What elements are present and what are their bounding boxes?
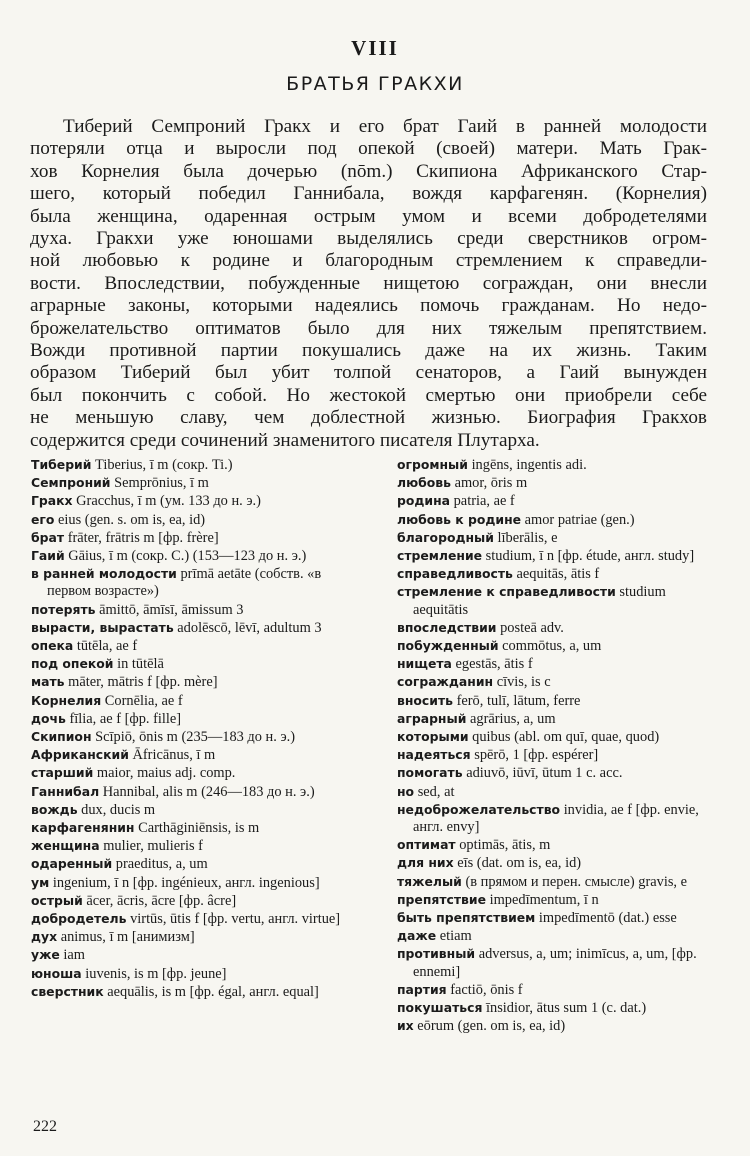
- vocab-definition: animus, ī m [анимизм]: [60, 929, 195, 946]
- vocab-term: уже: [31, 947, 60, 963]
- passage-line: брожелательство оптиматов было для них тяжелым препятствием.: [30, 317, 707, 339]
- vocab-term: Тиберий: [31, 457, 92, 472]
- vocab-definition: quibus (abl. om quī, quae, quod): [472, 729, 660, 746]
- vocab-entry: [397, 583, 713, 618]
- vocab-term: препятствие: [397, 891, 486, 907]
- vocab-term: недоброжелательство: [397, 801, 561, 817]
- vocab-term: острый: [31, 892, 83, 908]
- vocabulary-right-column: [397, 456, 713, 1036]
- vocab-entry: [397, 801, 713, 836]
- vocab-term: под опекой: [31, 656, 114, 672]
- vocab-entry: [397, 746, 713, 764]
- vocab-entry: [397, 891, 713, 909]
- vocab-term: добродетель: [31, 911, 127, 927]
- vocab-definition: ācer, ācris, ācre [фр. âcre]: [86, 892, 237, 909]
- vocab-term: аграрный: [397, 710, 467, 726]
- vocab-term: побужденный: [397, 638, 499, 654]
- vocab-term: мать: [31, 674, 65, 690]
- vocab-term: дух: [31, 929, 58, 945]
- vocab-entry: [31, 746, 357, 764]
- vocab-entry: [397, 710, 713, 728]
- vocab-term: потерять: [31, 601, 96, 617]
- vocab-entry: [31, 456, 357, 474]
- vocab-definition: praeditus, a, um: [115, 856, 208, 873]
- vocab-entry: [397, 456, 713, 474]
- vocab-term: опека: [31, 638, 74, 654]
- vocab-term: Семпроний: [31, 475, 111, 491]
- vocab-definition: ferō, tulī, lātum, ferre: [456, 692, 581, 709]
- vocab-definition: eīs (dat. om is, ea, id): [457, 855, 582, 872]
- vocab-definition: Cornēlia, ae f: [104, 692, 183, 709]
- vocab-definition: aequālis, is m [фр. égal, англ. equal]: [107, 983, 319, 1000]
- vocab-definition: ingenium, ī n [фр. ingénieux, англ. ingenious]: [52, 874, 320, 891]
- vocab-term: стремление: [397, 548, 483, 564]
- vocab-definition: līberālis, e: [497, 529, 558, 546]
- vocab-definition: mulier, mulieris f: [103, 838, 203, 855]
- vocab-term: Африканский: [31, 747, 129, 763]
- vocab-definition: amor patriae (gen.): [524, 511, 635, 528]
- vocab-entry: [397, 909, 713, 927]
- vocab-definition: studium aequitātis: [413, 584, 666, 618]
- vocab-entry: [397, 619, 713, 637]
- vocab-definition: Semprōnius, ī m: [114, 475, 209, 492]
- vocab-definition: virtūs, ūtis f [фр. vertu, англ. virtue]: [130, 911, 341, 928]
- passage-line: была женщина, одаренная острым умом и всеми добродетелями: [30, 205, 707, 227]
- vocab-term: тяжелый: [397, 873, 462, 889]
- vocab-entry: [31, 619, 357, 637]
- passage-line: шего, который победил Ганнибала, вождя карфагенян. (Корнелия): [30, 183, 707, 205]
- vocab-term: вносить: [397, 692, 453, 708]
- vocab-entry: [31, 965, 357, 983]
- vocab-definition: posteā adv.: [500, 619, 564, 636]
- vocab-entry: [397, 637, 713, 655]
- passage-line: хов Корнелия была дочерью (nōm.) Скипиона Африканского Стар-: [30, 160, 707, 182]
- vocab-term: в ранней молодости: [31, 566, 177, 582]
- vocab-term: нищета: [397, 656, 452, 672]
- vocab-term: старший: [31, 765, 94, 781]
- vocab-entry: [31, 855, 357, 873]
- vocab-definition: iuvenis, is m [фр. jeune]: [85, 965, 227, 982]
- vocab-definition: impedīmentō (dat.) esse: [538, 910, 677, 927]
- vocab-entry: [31, 710, 357, 728]
- vocab-definition: īnsidior, ātus sum 1 (c. dat.): [486, 1000, 647, 1017]
- vocab-entry: [397, 854, 713, 872]
- passage-line: потеряли отца и выросли под опекой (своей) матери. Мать Грак-: [30, 138, 707, 160]
- vocab-definition: eōrum (gen. om is, ea, id): [417, 1018, 566, 1035]
- vocab-definition: studium, ī n [фр. étude, англ. study]: [485, 548, 695, 565]
- vocab-entry: [31, 910, 357, 928]
- vocab-definition: Hannibal, alis m (246—183 до н. э.): [102, 783, 315, 800]
- passage-line: ной любовью к родине и благородным стремлением к справедли-: [30, 250, 707, 272]
- passage-line: аграрные законы, которыми надеялись помочь гражданам. Но недо-: [30, 295, 707, 317]
- vocab-term: согражданин: [397, 674, 494, 690]
- vocab-entry: [31, 783, 357, 801]
- vocab-entry: [397, 981, 713, 999]
- vocab-entry: [31, 983, 357, 1001]
- vocab-definition: optimās, ātis, m: [459, 837, 551, 854]
- vocab-definition: in tūtēlā: [117, 656, 164, 673]
- vocab-term: вырасти, вырастать: [31, 619, 174, 635]
- vocab-entry: [31, 874, 357, 892]
- vocab-definition: egestās, ātis f: [455, 656, 533, 673]
- vocab-term: его: [31, 511, 55, 527]
- vocab-definition: āmittō, āmīsī, āmissum 3: [99, 601, 244, 618]
- vocab-entry: [397, 547, 713, 565]
- vocab-definition: Tiberius, ī m (сокр. Ti.): [95, 457, 233, 473]
- vocab-term: любовь: [397, 475, 451, 491]
- vocab-definition: maior, maius adj. comp.: [96, 765, 236, 782]
- vocab-definition: invidia, ae f [фр. envie, англ. envy]: [413, 801, 699, 836]
- vocab-entry: [397, 999, 713, 1017]
- vocab-definition: dux, ducis m: [81, 801, 156, 818]
- vocab-term: противный: [397, 946, 476, 962]
- vocab-term: любовь к родине: [397, 511, 522, 527]
- vocab-entry: [31, 801, 357, 819]
- vocab-term: которыми: [397, 729, 469, 745]
- vocab-entry: [397, 927, 713, 945]
- vocab-term: покушаться: [397, 1000, 483, 1016]
- vocab-definition: cīvis, is c: [496, 674, 551, 691]
- vocab-entry: [31, 547, 357, 565]
- vocab-term: женщина: [31, 838, 100, 854]
- vocab-term: благородный: [397, 529, 494, 545]
- vocab-definition: māter, mātris f [фр. mère]: [68, 674, 218, 691]
- chapter-title: БРАТЬЯ ГРАКХИ: [286, 73, 464, 95]
- vocab-definition: adiuvō, iūvī, ūtum 1 c. acc.: [466, 765, 623, 782]
- vocab-definition: prīmā aetāte (собств. «в первом возрасте»): [47, 566, 322, 600]
- vocab-definition: amor, ōris m: [454, 475, 528, 492]
- passage-line: не меньшую славу, чем доблестной жизнью. Биография Гракхов: [30, 407, 707, 429]
- vocab-definition: Carthāginiēnsis, is m: [138, 820, 260, 837]
- vocab-entry: [31, 673, 357, 691]
- vocab-term: помогать: [397, 765, 463, 781]
- vocab-entry: [31, 511, 357, 529]
- passage-line: содержится среди сочинений знаменитого писателя Плутарха.: [30, 429, 540, 451]
- vocab-entry: [397, 692, 713, 710]
- vocab-definition: eius (gen. s. om is, ea, id): [58, 511, 206, 528]
- vocab-term: их: [397, 1018, 414, 1034]
- vocab-entry: [397, 474, 713, 492]
- vocab-term: Ганнибал: [31, 783, 100, 799]
- vocab-term: дочь: [31, 710, 66, 726]
- vocab-entry: [31, 601, 357, 619]
- vocab-definition: ingēns, ingentis adi.: [471, 457, 587, 473]
- vocab-definition: adversus, a, um; inimīcus, a, um, [фр. ennemi]: [413, 946, 697, 980]
- vocab-definition: commōtus, a, um: [502, 638, 602, 655]
- vocab-term: Гаий: [31, 548, 65, 564]
- vocab-definition: tūtēla, ae f: [76, 638, 138, 655]
- vocab-term: даже: [397, 928, 437, 944]
- vocab-term: надеяться: [397, 747, 471, 763]
- passage-line: вости. Впоследствии, побужденные нищетою сограждан, они внесли: [30, 272, 707, 294]
- vocab-term: партия: [397, 981, 447, 997]
- vocab-term: стремление к справедливости: [397, 584, 616, 600]
- vocab-term: карфагенянин: [31, 820, 135, 836]
- vocab-entry: [397, 764, 713, 782]
- vocab-entry: [31, 728, 357, 746]
- reading-passage: [30, 116, 707, 452]
- vocab-term: сверстник: [31, 983, 104, 999]
- passage-line: Вожди противной партии покушались даже на их жизнь. Таким: [30, 340, 707, 362]
- vocab-term: ум: [31, 874, 50, 890]
- vocab-entry: [397, 945, 713, 980]
- vocab-definition: (в прямом и перен. смысле) gravis, e: [465, 873, 688, 890]
- vocab-term: Корнелия: [31, 692, 102, 708]
- vocabulary-left-column: [31, 456, 357, 1001]
- vocab-definition: agrārius, a, um: [470, 710, 556, 727]
- vocab-term: для них: [397, 855, 454, 871]
- vocab-definition: Scīpiō, ōnis m (235—183 до н. э.): [95, 729, 296, 746]
- vocab-entry: [397, 836, 713, 854]
- vocab-entry: [31, 892, 357, 910]
- vocab-term: справедливость: [397, 566, 513, 582]
- vocab-entry: [397, 728, 713, 746]
- vocab-entry: [397, 1017, 713, 1035]
- vocab-entry: [31, 655, 357, 673]
- vocab-term: но: [397, 783, 415, 799]
- vocab-entry: [397, 673, 713, 691]
- vocab-definition: adolēscō, lēvī, adultum 3: [177, 619, 322, 636]
- vocab-term: впоследствии: [397, 619, 497, 635]
- vocab-term: брат: [31, 529, 65, 545]
- vocab-entry: [31, 946, 357, 964]
- vocab-term: Скипион: [31, 729, 92, 745]
- vocab-entry: [397, 529, 713, 547]
- vocab-definition: fīlia, ae f [фр. fille]: [69, 710, 182, 727]
- vocab-term: родина: [397, 493, 450, 509]
- vocab-entry: [31, 637, 357, 655]
- vocab-definition: Gracchus, ī m (ум. 133 до н. э.): [76, 493, 261, 510]
- vocab-definition: aequitās, ātis f: [516, 566, 600, 583]
- vocab-entry: [397, 783, 713, 801]
- vocab-entry: [31, 837, 357, 855]
- vocab-definition: etiam: [439, 928, 472, 945]
- vocab-definition: iam: [63, 947, 86, 964]
- vocab-entry: [31, 692, 357, 710]
- vocab-term: юноша: [31, 965, 82, 981]
- vocab-entry: [31, 492, 357, 510]
- vocab-entry: [397, 655, 713, 673]
- passage-line: образом Тиберий был убит толпой сенаторов, а Гаий вынужден: [30, 362, 707, 384]
- chapter-number: VIII: [351, 36, 399, 60]
- vocab-entry: [397, 492, 713, 510]
- passage-line: был покончить с собой. Но жестокой смертью они приобрели себе: [30, 384, 707, 406]
- vocab-entry: [397, 511, 713, 529]
- vocab-definition: Āfricānus, ī m: [132, 747, 216, 764]
- vocab-definition: sed, at: [417, 783, 455, 800]
- vocab-term: огромный: [397, 457, 468, 472]
- vocab-entry: [31, 819, 357, 837]
- vocab-term: быть препятствием: [397, 910, 536, 926]
- vocab-definition: spērō, 1 [фр. espérer]: [474, 747, 599, 764]
- vocab-entry: [397, 565, 713, 583]
- vocab-entry: [31, 928, 357, 946]
- vocab-term: вождь: [31, 801, 78, 817]
- vocab-entry: [31, 764, 357, 782]
- passage-line: духа. Гракхи уже юношами выделялись среди сверстников огром-: [30, 228, 707, 250]
- vocab-entry: [31, 474, 357, 492]
- vocab-term: одаренный: [31, 856, 113, 872]
- vocab-definition: Gāius, ī m (сокр. C.) (153—123 до н. э.): [68, 548, 307, 565]
- vocab-definition: factiō, ōnis f: [450, 981, 523, 998]
- vocab-entry: [31, 529, 357, 547]
- passage-line: Тиберий Семпроний Гракх и его брат Гаий в ранней молодости: [63, 116, 707, 137]
- vocab-entry: [397, 873, 713, 891]
- vocab-entry: [31, 565, 357, 600]
- vocab-definition: patria, ae f: [453, 493, 515, 510]
- vocab-term: Гракх: [31, 493, 73, 509]
- page-number: 222: [33, 1118, 57, 1135]
- vocab-definition: frāter, frātris m [фр. frère]: [67, 529, 219, 546]
- vocab-term: оптимат: [397, 837, 456, 853]
- vocab-definition: impedīmentum, ī n: [489, 891, 599, 908]
